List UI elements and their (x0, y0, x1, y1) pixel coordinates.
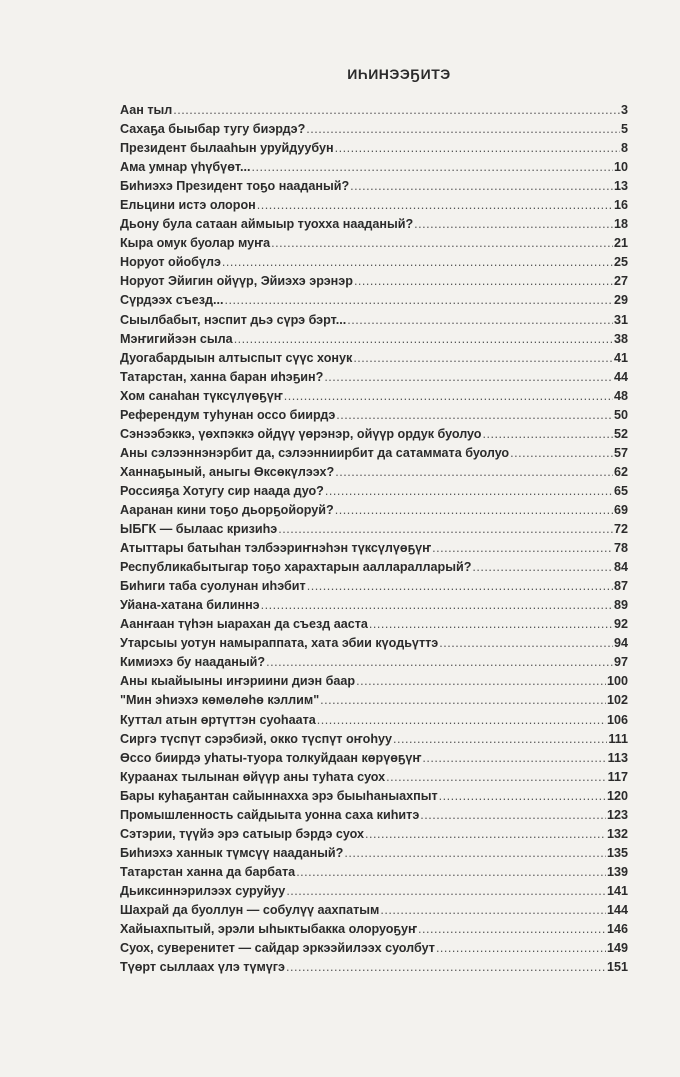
toc-entry-title: Аанҥаан түһэн ыарахан да съезд ааста (120, 617, 368, 632)
dot-leader (393, 732, 607, 746)
toc-entry-page: 65 (613, 483, 628, 498)
dot-leader (261, 598, 613, 612)
toc-entry-title: Татарстан ханна да барбата (120, 864, 296, 879)
toc-entry (120, 808, 628, 827)
toc-entry (120, 427, 628, 446)
dot-leader (286, 884, 606, 898)
toc-entry-page: 151 (606, 960, 628, 975)
toc-entry-page: 13 (613, 179, 628, 194)
dot-leader (369, 617, 613, 631)
toc-entry-title: Хайыахпытый, эрэли ыһыктыбакка олоруоҕуҥ (120, 922, 417, 937)
dot-leader (482, 427, 613, 441)
dot-leader (234, 332, 613, 346)
dot-leader (266, 655, 613, 669)
toc-entry-page: 106 (606, 712, 628, 727)
toc-entry (120, 770, 628, 789)
toc-entry-page: 149 (606, 941, 628, 956)
toc-entry-title: Дьиксиннэрилээх суруйуу (120, 883, 286, 898)
dot-leader (510, 446, 613, 460)
toc-entry-page: 48 (613, 388, 628, 403)
toc-entry-page: 87 (613, 579, 628, 594)
toc-entry (120, 579, 628, 598)
toc-entry (120, 732, 628, 751)
toc-entry-page: 132 (606, 826, 628, 841)
toc-entry (120, 903, 628, 922)
toc-entry-page: 89 (613, 598, 628, 613)
dot-leader (257, 198, 613, 212)
toc-entry-page: 120 (606, 788, 628, 803)
toc-entry (120, 960, 628, 979)
toc-entry-title: Мэҥигийээн сыла (120, 331, 233, 346)
toc-entry (120, 884, 628, 903)
toc-entry-page: 92 (613, 617, 628, 632)
toc-entry (120, 789, 628, 808)
toc-entry-title: Аны сэлээннэнэрбит да, сэлээнниирбит да сатаммата буолуо (120, 445, 510, 460)
toc-entry-title: Биһиги таба суолунан иһэбит (120, 579, 306, 594)
toc-entry-title: Кимиэхэ бу нааданый? (120, 655, 266, 670)
toc-entry-title: Хом санаһан түксүлүөҕүҥ (120, 388, 283, 403)
table-of-contents (120, 103, 628, 979)
toc-entry-title: Дьону була сатаан аймыыр туохха нааданый? (120, 217, 414, 232)
toc-entry-title: Президент былааһын уруйдуубун (120, 141, 334, 156)
toc-entry-page: 16 (613, 198, 628, 213)
toc-entry-page: 50 (613, 407, 628, 422)
dot-leader (347, 313, 613, 327)
dot-leader (354, 274, 613, 288)
toc-entry-page: 78 (613, 541, 628, 556)
toc-entry-page: 52 (613, 426, 628, 441)
toc-entry-page: 100 (606, 674, 628, 689)
toc-entry-page: 69 (613, 502, 628, 517)
dot-leader (365, 827, 606, 841)
toc-entry-page: 21 (613, 236, 628, 251)
toc-entry-title: Куттал атын өртүттэн суоһаата (120, 712, 316, 727)
toc-entry-title: Ама умнар үһүбүөт... (120, 160, 251, 175)
toc-entry (120, 198, 628, 217)
toc-entry (120, 941, 628, 960)
dot-leader (173, 103, 620, 117)
toc-entry-page: 5 (620, 122, 628, 137)
toc-entry (120, 827, 628, 846)
toc-entry-title: "Мин эһиэхэ көмөлөһө кэллим" (120, 693, 320, 708)
toc-entry-title: Ааранан кини тоҕо дьорҕойоруй? (120, 502, 334, 517)
toc-entry-page: 29 (613, 293, 628, 308)
dot-leader (420, 808, 606, 822)
toc-entry-page: 135 (606, 845, 628, 860)
toc-entry (120, 293, 628, 312)
dot-leader (335, 465, 613, 479)
toc-entry (120, 255, 628, 274)
dot-leader (271, 236, 613, 250)
dot-leader (278, 522, 613, 536)
toc-entry-title: Сэтэрии, түүйэ эрэ сатыыр бэрдэ суох (120, 826, 364, 841)
dot-leader (380, 903, 606, 917)
dot-leader (344, 846, 606, 860)
toc-entry-page: 3 (620, 103, 628, 117)
toc-entry-page: 41 (613, 350, 628, 365)
toc-entry (120, 217, 628, 236)
toc-entry-page: 10 (613, 160, 628, 175)
toc-entry-title: Республикабытыгар тоҕо харахтарын аалларалларый? (120, 560, 472, 575)
dot-leader (306, 122, 620, 136)
toc-entry-title: Норуот ойобүлэ (120, 255, 221, 270)
dot-leader (317, 713, 606, 727)
dot-leader (335, 141, 620, 155)
toc-entry (120, 332, 628, 351)
toc-entry (120, 636, 628, 655)
dot-leader (222, 255, 613, 269)
toc-entry (120, 274, 628, 293)
toc-entry-page: 25 (613, 255, 628, 270)
toc-entry-title: Атыттары батыһан тэлбээриҥнэһэн түксүлүөҕүҥ (120, 541, 432, 556)
toc-entry (120, 713, 628, 732)
toc-entry (120, 408, 628, 427)
toc-entry-title: Утарсыы уотун намыраппата, хата эбии күодьүттэ (120, 636, 439, 651)
toc-entry-page: 18 (613, 217, 628, 232)
toc-entry-title: Норуот Эйигин ойүүр, Эйиэхэ эрэнэр (120, 274, 353, 289)
toc-entry-page: 111 (608, 731, 628, 746)
dot-leader (284, 389, 613, 403)
dot-leader (439, 636, 613, 650)
toc-entry-page: 139 (606, 864, 628, 879)
toc-entry-title: Татарстан, ханна баран иһэҕин? (120, 369, 324, 384)
dot-leader (324, 370, 613, 384)
toc-entry (120, 846, 628, 865)
dot-leader (436, 941, 606, 955)
dot-leader (350, 179, 613, 193)
toc-entry (120, 446, 628, 465)
toc-entry-title: Россияҕа Хотугу сир наада дуо? (120, 483, 324, 498)
toc-entry-title: Уйана-хатана билиннэ (120, 598, 260, 613)
toc-entry-title: Биһиэхэ ханнык түмсүү нааданый? (120, 845, 344, 860)
toc-entry (120, 503, 628, 522)
toc-entry (120, 389, 628, 408)
toc-entry-title: Ханнаҕыный, аныгы Өксөкүлээх? (120, 464, 335, 479)
toc-entry-page: 84 (613, 560, 628, 575)
toc-entry-page: 144 (606, 902, 628, 917)
toc-entry-title: Кыра омук буолар муҥа (120, 236, 271, 251)
toc-entry-page: 117 (607, 769, 628, 784)
toc-entry-page: 8 (620, 141, 628, 156)
toc-entry-page: 31 (613, 312, 628, 327)
toc-entry (120, 370, 628, 389)
toc-entry-page: 72 (613, 522, 628, 537)
page-title: ИҺИНЭЭҔИТЭ (347, 66, 451, 82)
toc-entry (120, 103, 628, 122)
toc-entry-page: 27 (613, 274, 628, 289)
toc-entry-title: Сахаҕа быыбар тугу биэрдэ? (120, 122, 306, 137)
toc-entry (120, 313, 628, 332)
toc-entry-title: Аан тыл (120, 103, 173, 117)
toc-entry (120, 522, 628, 541)
toc-entry (120, 236, 628, 255)
toc-entry-title: Түөрт сыллаах үлэ түмүгэ (120, 960, 286, 975)
dot-leader (353, 351, 613, 365)
toc-entry (120, 693, 628, 712)
toc-entry-page: 113 (607, 750, 628, 765)
toc-entry (120, 541, 628, 560)
toc-entry (120, 141, 628, 160)
dot-leader (251, 160, 613, 174)
toc-entry-page: 102 (606, 693, 628, 708)
toc-entry-title: Суох, суверенитет — сайдар эркээйилээх суолбут (120, 941, 435, 956)
toc-entry (120, 560, 628, 579)
toc-entry-title: Сиргэ түспүт сэрэбиэй, окко түспүт оҥоһуу (120, 731, 393, 746)
toc-entry (120, 160, 628, 179)
dot-leader (320, 693, 606, 707)
toc-entry (120, 655, 628, 674)
dot-leader (418, 922, 606, 936)
toc-entry (120, 465, 628, 484)
dot-leader (414, 217, 613, 231)
dot-leader (336, 408, 613, 422)
toc-entry (120, 598, 628, 617)
toc-entry-title: Промышленность сайдыыта уонна саха киһитэ (120, 807, 420, 822)
dot-leader (225, 293, 613, 307)
toc-entry-title: Сэнээбэккэ, үөхпэккэ ойдүү үөрэнэр, ойүүр ордук буолуо (120, 426, 482, 441)
toc-entry (120, 674, 628, 693)
toc-entry-page: 146 (606, 922, 628, 937)
toc-entry (120, 351, 628, 370)
toc-entry-title: Референдум туһунан оссо биирдэ (120, 407, 336, 422)
dot-leader (325, 484, 613, 498)
toc-entry-title: Бары куһаҕантан сайыннахха эрэ быыһаныахпыт (120, 788, 438, 803)
toc-entry (120, 922, 628, 941)
toc-entry-title: Сүрдээх съезд... (120, 293, 224, 308)
toc-entry-title: Аны кыайыыны иҥэриини диэн баар (120, 674, 356, 689)
dot-leader (432, 541, 613, 555)
toc-entry-page: 97 (613, 655, 628, 670)
toc-entry-page: 38 (613, 331, 628, 346)
dot-leader (335, 503, 613, 517)
dot-leader (439, 789, 606, 803)
toc-entry-page: 123 (606, 807, 628, 822)
dot-leader (386, 770, 607, 784)
toc-entry-title: Кураанах тылынан өйүүр аны туһата суох (120, 769, 386, 784)
toc-entry (120, 617, 628, 636)
toc-entry-title: Сыылбабыт, нэспит дьэ сүрэ бэрт... (120, 312, 347, 327)
toc-entry-page: 94 (613, 636, 628, 651)
toc-entry (120, 179, 628, 198)
dot-leader (356, 674, 606, 688)
toc-entry-title: Биһиэхэ Президент тоҕо нааданый? (120, 179, 350, 194)
toc-entry (120, 122, 628, 141)
toc-entry-page: 141 (606, 883, 628, 898)
toc-entry (120, 865, 628, 884)
toc-entry-page: 62 (613, 464, 628, 479)
dot-leader (307, 579, 613, 593)
dot-leader (472, 560, 613, 574)
toc-entry-page: 57 (613, 445, 628, 460)
toc-entry (120, 751, 628, 770)
toc-entry (120, 484, 628, 503)
toc-entry-title: Өссо биирдэ уһаты-туора толкуйдаан көрүөҕүҥ (120, 750, 422, 765)
dot-leader (422, 751, 606, 765)
toc-entry-title: Дуогабардыын алтыспыт сүүс хонук (120, 350, 353, 365)
dot-leader (296, 865, 606, 879)
toc-entry-title: Шахрай да буоллун — собулүү аахпатым (120, 902, 380, 917)
toc-entry-title: Ельцини истэ олорон (120, 198, 256, 213)
dot-leader (286, 960, 606, 974)
toc-entry-page: 44 (613, 369, 628, 384)
toc-entry-title: ЫБГК — былаас кризиһэ (120, 522, 278, 537)
